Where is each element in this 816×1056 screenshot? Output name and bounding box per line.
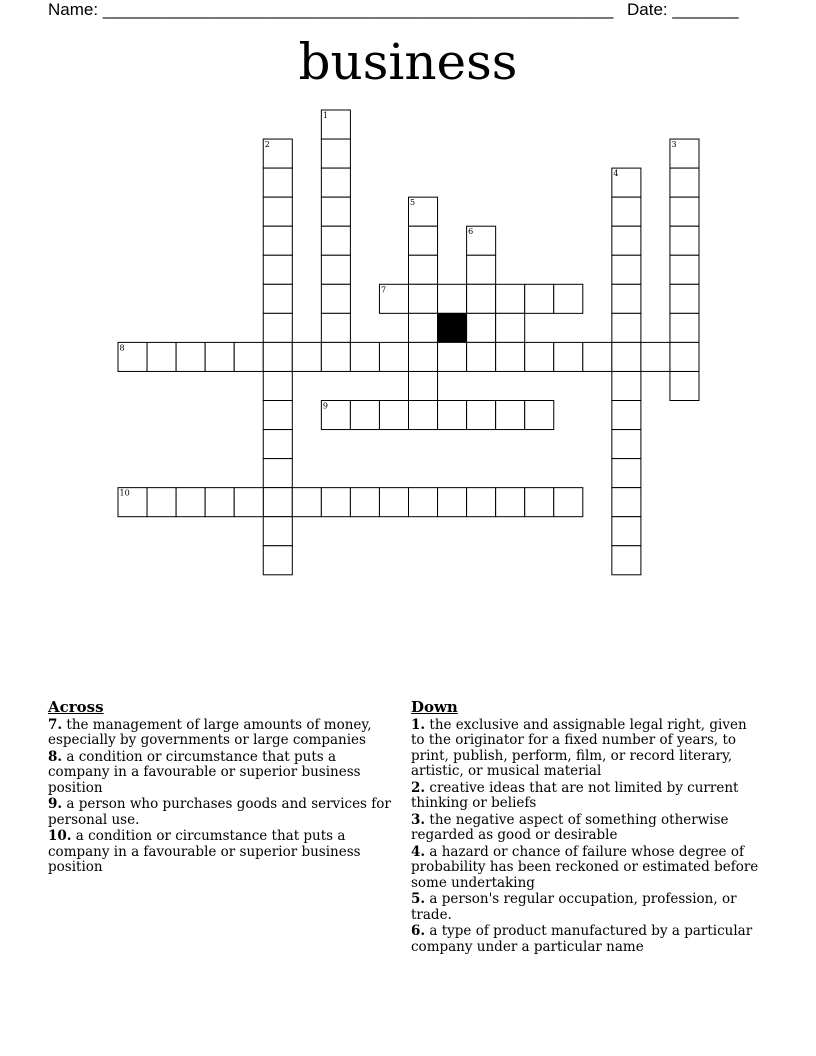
grid-cell[interactable] <box>263 371 292 400</box>
grid-cell[interactable] <box>467 488 496 517</box>
grid-cell[interactable] <box>321 226 350 255</box>
grid-cell[interactable] <box>263 546 292 575</box>
grid-cell[interactable] <box>409 401 438 430</box>
grid-cell[interactable] <box>612 517 641 546</box>
grid-cell[interactable] <box>438 401 467 430</box>
grid-cell[interactable] <box>263 401 292 430</box>
puzzle-title: business <box>298 33 518 91</box>
grid-cell[interactable] <box>467 313 496 342</box>
grid-cell[interactable] <box>263 255 292 284</box>
grid-cell[interactable] <box>467 284 496 313</box>
grid-cell[interactable] <box>409 488 438 517</box>
grid-cell[interactable] <box>234 342 263 371</box>
grid-cell[interactable] <box>612 546 641 575</box>
across-clue-10: 10. a condition or circumstance that puts a company in a favourable or superior business position <box>48 828 361 875</box>
grid-cell[interactable] <box>263 226 292 255</box>
across-heading: Across <box>48 698 104 716</box>
name-blank[interactable]: ______________________________________________________ <box>102 0 614 19</box>
down-clue-6: 6. a type of product manufactured by a particular company under a particular name <box>411 923 753 955</box>
grid-cell[interactable] <box>583 342 612 371</box>
grid-cell[interactable] <box>409 371 438 400</box>
grid-cell[interactable] <box>525 342 554 371</box>
down-clue-2: 2. creative ideas that are not limited by current thinking or beliefs <box>411 779 739 811</box>
grid-cell[interactable] <box>321 168 350 197</box>
date-label: Date: <box>627 0 668 19</box>
grid-cell[interactable] <box>612 342 641 371</box>
grid-cell[interactable] <box>379 342 408 371</box>
grid-cell[interactable] <box>263 342 292 371</box>
grid-cell[interactable] <box>263 313 292 342</box>
grid-cell[interactable] <box>554 342 583 371</box>
clue-number: 5 <box>410 198 416 208</box>
clue-number: 6 <box>468 227 474 237</box>
grid-cell[interactable] <box>350 401 379 430</box>
clue-number: 3 <box>671 140 677 150</box>
grid-cell[interactable] <box>496 488 525 517</box>
grid-cell[interactable] <box>321 284 350 313</box>
grid-cell[interactable] <box>438 488 467 517</box>
down-clues <box>411 700 761 956</box>
clue-number: 9 <box>322 401 328 411</box>
grid-cell[interactable] <box>670 197 699 226</box>
grid-cell[interactable] <box>321 197 350 226</box>
grid-cell[interactable] <box>147 342 176 371</box>
clue-number: 1 <box>322 111 328 120</box>
grid-cell[interactable] <box>263 284 292 313</box>
grid-cell[interactable] <box>612 226 641 255</box>
grid-cell[interactable] <box>670 371 699 400</box>
grid-cell[interactable] <box>467 255 496 284</box>
down-clue-4: 4. a hazard or chance of failure whose degree of probability has been reckoned or estimated before some undertaking <box>411 843 759 891</box>
grid-cell[interactable] <box>263 459 292 488</box>
grid-cell[interactable] <box>292 488 321 517</box>
grid-cell[interactable] <box>670 255 699 284</box>
grid-cell[interactable] <box>321 342 350 371</box>
grid-cell[interactable] <box>409 342 438 371</box>
grid-cell[interactable] <box>612 430 641 459</box>
date-blank[interactable]: _______ <box>672 0 739 19</box>
across-clue-9: 9. a person who purchases goods and services for personal use. <box>48 796 391 828</box>
grid-cell[interactable] <box>612 459 641 488</box>
grid-cell[interactable] <box>641 342 670 371</box>
grid-cell[interactable] <box>670 313 699 342</box>
grid-cell[interactable] <box>438 342 467 371</box>
grid-cell[interactable] <box>612 371 641 400</box>
grid-cell[interactable] <box>176 342 205 371</box>
grid-cell[interactable] <box>234 488 263 517</box>
grid-cell[interactable] <box>496 284 525 313</box>
grid-cell[interactable] <box>670 342 699 371</box>
grid-cell[interactable] <box>409 226 438 255</box>
grid-cell[interactable] <box>350 342 379 371</box>
clue-number: 4 <box>613 169 619 179</box>
grid-cell[interactable] <box>321 313 350 342</box>
grid-cell[interactable] <box>612 313 641 342</box>
grid-cell[interactable] <box>612 401 641 430</box>
clue-number: 8 <box>119 343 125 353</box>
down-clue-3: 3. the negative aspect of something otherwise regarded as good or desirable <box>411 811 729 843</box>
grid-cell[interactable] <box>670 226 699 255</box>
grid-cell[interactable] <box>263 488 292 517</box>
clue-number: 2 <box>264 140 270 150</box>
grid-cell[interactable] <box>670 168 699 197</box>
grid-cell[interactable] <box>379 401 408 430</box>
grid-cell[interactable] <box>525 284 554 313</box>
clue-number: 10 <box>119 488 130 498</box>
grid-cell[interactable] <box>321 139 350 168</box>
grid-cell[interactable] <box>467 401 496 430</box>
grid-cell[interactable] <box>263 168 292 197</box>
grid-cell[interactable] <box>205 342 234 371</box>
grid-cell[interactable] <box>147 488 176 517</box>
grid-cell[interactable] <box>409 313 438 342</box>
grid-cell[interactable] <box>263 517 292 546</box>
grid-cell[interactable] <box>438 284 467 313</box>
down-clue-1: 1. the exclusive and assignable legal right, given to the originator for a fixed number of years, to print, publish, perform, film, or record literary, artistic, or musical material <box>411 716 747 779</box>
grid-cell[interactable] <box>467 342 496 371</box>
black-cell <box>438 313 467 342</box>
grid-cell[interactable] <box>409 255 438 284</box>
down-heading: Down <box>411 698 458 716</box>
across-clues <box>48 700 393 877</box>
grid-cell[interactable] <box>670 284 699 313</box>
across-clue-8: 8. a condition or circumstance that puts a company in a favourable or superior business position <box>48 748 361 796</box>
grid-cell[interactable] <box>612 197 641 226</box>
grid-cell[interactable] <box>554 284 583 313</box>
name-label: Name: <box>48 0 99 19</box>
grid-cell[interactable] <box>263 197 292 226</box>
grid-cell[interactable] <box>525 488 554 517</box>
grid-cell[interactable] <box>409 284 438 313</box>
down-clue-5: 5. a person's regular occupation, profession, or trade. <box>411 891 737 923</box>
grid-cell[interactable] <box>321 488 350 517</box>
grid-cell[interactable] <box>525 401 554 430</box>
grid-cell[interactable] <box>612 255 641 284</box>
grid-cell[interactable] <box>612 488 641 517</box>
grid-cell[interactable] <box>612 284 641 313</box>
grid-cell[interactable] <box>554 488 583 517</box>
grid-cell[interactable] <box>263 430 292 459</box>
grid-cell[interactable] <box>496 313 525 342</box>
grid-cell[interactable] <box>292 342 321 371</box>
grid-cell[interactable] <box>379 488 408 517</box>
grid-cell[interactable] <box>205 488 234 517</box>
grid-cell[interactable] <box>496 342 525 371</box>
grid-cell[interactable] <box>321 255 350 284</box>
grid-cell[interactable] <box>350 488 379 517</box>
across-clue-7: 7. the management of large amounts of money, especially by governments or large companies <box>48 716 372 748</box>
grid-cell[interactable] <box>176 488 205 517</box>
clue-number: 7 <box>380 285 387 295</box>
grid-cell[interactable] <box>496 401 525 430</box>
